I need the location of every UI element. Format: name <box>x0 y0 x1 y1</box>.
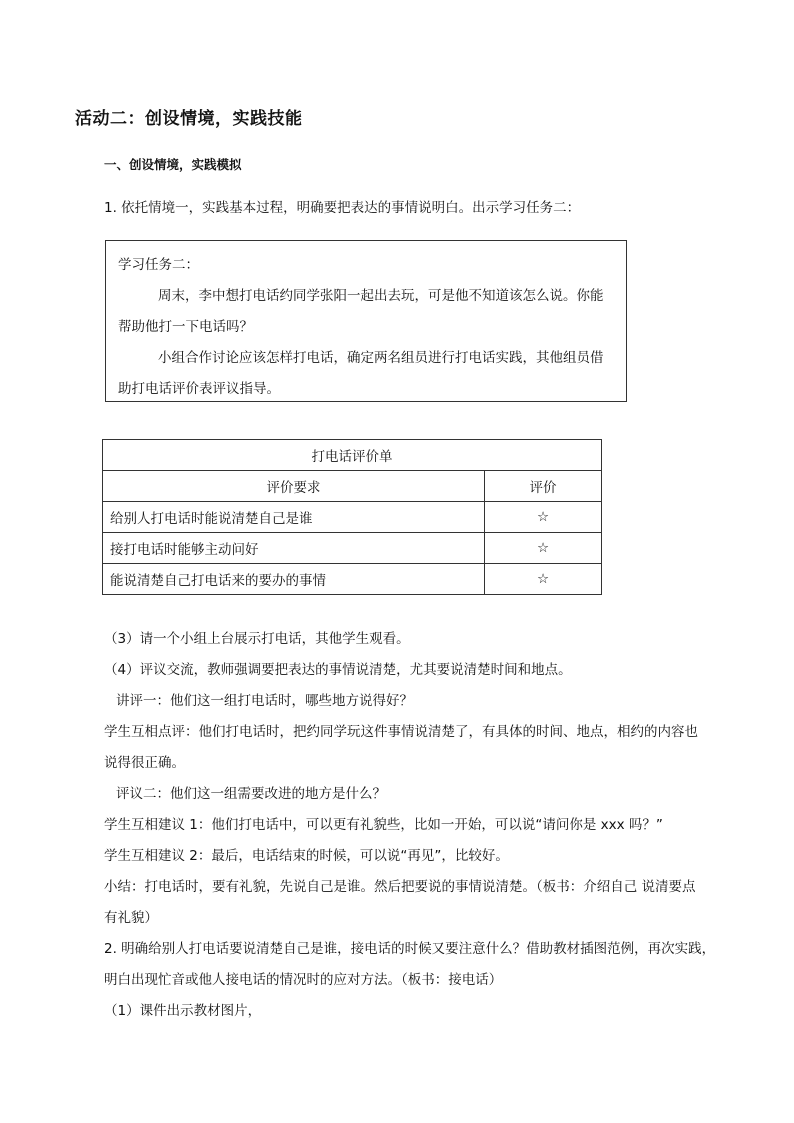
table-row <box>103 564 602 595</box>
item-2-line-2: 明白出现忙音或他人接电话的情况时的应对方法。（板书：接电话） <box>104 972 503 988</box>
summary-line-1: 小结：打电话时，要有礼貌，先说自己是谁。然后把要说的事情说清楚。（板书：介绍自己 说清要点 <box>104 879 696 895</box>
task-line-2: 帮助他打一下电话吗？ <box>118 319 253 335</box>
paragraph-4: （4）评议交流，教师强调要把表达的事情说清楚，尤其要说清楚时间和地点。 <box>104 662 572 678</box>
column-header-rating: 评价 <box>485 471 602 502</box>
task-box <box>105 240 627 402</box>
item-1-text: 1. 依托情境一，实践基本过程，明确要把表达的事情说明白。出示学习任务二： <box>104 200 581 216</box>
rating-star: ☆ <box>485 533 602 564</box>
task-line-1: 周末，李中想打电话约同学张阳一起出去玩，可是他不知道该怎么说。你能 <box>158 288 604 304</box>
evaluation-table <box>102 439 602 595</box>
requirement-cell: 接打电话时能够主动问好 <box>103 533 485 564</box>
rating-star: ☆ <box>485 564 602 595</box>
peer-comment-line-2: 说得很正确。 <box>104 755 185 771</box>
paragraph-3: （3）请一个小组上台展示打电话，其他学生观看。 <box>104 631 410 647</box>
sub-item-1: （1）课件出示教材图片， <box>104 1003 262 1019</box>
table-row <box>103 502 602 533</box>
rating-star: ☆ <box>485 502 602 533</box>
table-row <box>103 533 602 564</box>
item-2-line-1: 2. 明确给别人打电话要说清楚自己是谁，接电话的时候又要注意什么？借助教材插图范例，再次实践， <box>104 941 716 957</box>
review-2: 评议二：他们这一组需要改进的地方是什么？ <box>116 786 386 802</box>
column-header-requirement: 评价要求 <box>103 471 485 502</box>
peer-comment-line-1: 学生互相点评：他们打电话时，把约同学玩这件事情说清楚了，有具体的时间、地点，相约的内容也 <box>104 724 698 740</box>
section-heading: 活动二：创设情境，实践技能 <box>75 109 303 129</box>
suggestion-2: 学生互相建议 2：最后，电话结束的时候，可以说“再见”，比较好。 <box>104 848 509 864</box>
task-title: 学习任务二： <box>118 257 199 273</box>
review-1: 讲评一：他们这一组打电话时，哪些地方说得好？ <box>116 693 413 709</box>
sub-heading: 一、创设情境，实践模拟 <box>104 157 242 172</box>
task-line-4: 助打电话评价表评议指导。 <box>118 381 280 397</box>
requirement-cell: 能说清楚自己打电话来的要办的事情 <box>103 564 485 595</box>
table-title: 打电话评价单 <box>103 440 602 471</box>
requirement-cell: 给别人打电话时能说清楚自己是谁 <box>103 502 485 533</box>
task-line-3: 小组合作讨论应该怎样打电话，确定两名组员进行打电话实践，其他组员借 <box>158 350 604 366</box>
summary-line-2: 有礼貌） <box>104 910 158 926</box>
suggestion-1: 学生互相建议 1：他们打电话中，可以更有礼貌些，比如一开始，可以说“请问你是 xxx 吗？” <box>104 817 663 833</box>
